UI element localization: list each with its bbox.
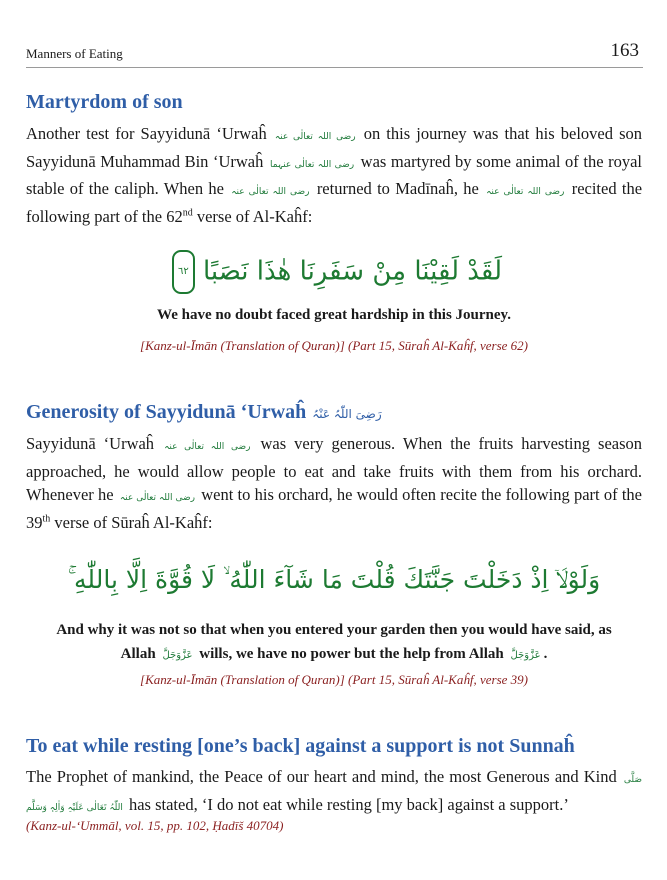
verse-arabic: لَقَدْ لَقِيْنَا مِنْ سَفَرِنَا هٰذَا نَصَبًا bbox=[202, 256, 503, 287]
text-run: Sayyidunā ‘Urwaĥ bbox=[26, 434, 155, 453]
page-number: 163 bbox=[610, 40, 639, 61]
section-support bbox=[26, 734, 642, 758]
quran-verse bbox=[26, 560, 642, 600]
text-run: verse of Al-Kaĥf: bbox=[196, 206, 313, 226]
text-run: went to his orchard, he would often recite the following part of the 39 bbox=[26, 485, 643, 532]
text-run: on this journey was that his beloved son Sayyidunā Muhammad Bin ‘Urwaĥ bbox=[26, 124, 643, 171]
section-heading bbox=[26, 400, 642, 426]
page-header bbox=[26, 38, 643, 68]
text-run: wills, we have no power but the help from Allah bbox=[199, 646, 504, 662]
header-rule bbox=[26, 67, 643, 68]
text-run: The Prophet of mankind, the Peace of our heart and mind, the most Generous and Kind bbox=[26, 767, 617, 786]
ordinal-suffix: nd bbox=[182, 207, 193, 218]
heading-text: Generosity of Sayyidunā ‘Urwaĥ bbox=[26, 401, 307, 423]
honorific-glyph: رضی اللہ تعالٰی عنہ bbox=[486, 187, 565, 197]
verse-reference: [Kanz-ul-Īmān (Translation of Quran)] (Part 15, Sūraĥ Al-Kaĥf, verse 62) bbox=[140, 338, 528, 353]
verse-arabic: وَلَوْلَاۤ اِذْ دَخَلْتَ جَنَّتَكَ قُلْتَ مَا شَآءَ اللّٰهُ ۙ لَا قُوَّةَ اِلَّا بِاللّٰهِ ۚ bbox=[67, 565, 601, 594]
section-heading: Martyrdom of son bbox=[26, 91, 183, 113]
honorific-glyph: صَلَّی اللّٰہُ تَعَالٰی عَلَیْہِ وَاٰلِہٖ وَسَلَّم bbox=[26, 775, 643, 813]
body-paragraph bbox=[26, 122, 642, 228]
honorific-glyph: رضی اللہ تعالٰی عنہما bbox=[269, 159, 355, 170]
body-paragraph bbox=[26, 765, 642, 820]
honorific-glyph: رضی اللہ تعالٰی عنہ bbox=[274, 132, 356, 142]
translation-line: And why it was not so that when you entered your garden then you would have said, as bbox=[56, 622, 612, 638]
text-run: Allah bbox=[120, 646, 156, 662]
hadith-reference: (Kanz-ul-‘Ummāl, vol. 15, pp. 102, Ḥadīš 40704) bbox=[26, 818, 284, 833]
verse-translation bbox=[26, 618, 642, 668]
text-run: verse of Sūraĥ Al-Kaĥf: bbox=[54, 512, 213, 532]
honorific-glyph: رضی اللہ تعالٰی عنہ bbox=[231, 187, 310, 197]
text-run: recited the following part of the 62 bbox=[26, 179, 643, 226]
section-generosity bbox=[26, 400, 642, 426]
text-run: was martyred by some animal of the royal stable of the caliph. When he bbox=[26, 151, 643, 198]
text-run: was very generous. When the fruits harvesting season approached, he would allow people to eat and take fruits with them from his orchard. Whenever he bbox=[26, 434, 643, 504]
text-run: has stated, ‘I do not eat while resting [my back] against a support.’ bbox=[128, 794, 569, 814]
honorific-glyph: عَزَّوَجَلَّ bbox=[510, 650, 541, 661]
running-title: Manners of Eating bbox=[26, 46, 123, 61]
text-run: . bbox=[543, 646, 548, 662]
body-paragraph bbox=[26, 432, 642, 534]
verse-translation: We have no doubt faced great hardship in this Journey. bbox=[157, 307, 511, 323]
honorific-glyph: رَضِیَ اللّٰہُ عَنْہُ bbox=[312, 407, 382, 421]
ayah-number-mark: ٦٢ bbox=[172, 250, 195, 294]
section-heading: To eat while resting [one’s back] against a support is not Sunnaĥ bbox=[26, 735, 575, 757]
honorific-glyph: رضی اللہ تعالٰی عنہ bbox=[119, 493, 195, 503]
text-run: returned to Madīnaĥ, he bbox=[316, 179, 479, 198]
section-martyrdom bbox=[26, 90, 642, 114]
ordinal-suffix: th bbox=[42, 513, 51, 524]
translation-line bbox=[26, 642, 642, 668]
honorific-glyph: رضی اللہ تعالٰی عنہ bbox=[164, 442, 251, 452]
honorific-glyph: عَزَّوَجَلَّ bbox=[162, 650, 193, 661]
section-generosity-body bbox=[26, 432, 642, 534]
section-martyrdom-body bbox=[26, 122, 642, 228]
text-run: Another test for Sayyidunā ‘Urwaĥ bbox=[26, 124, 267, 143]
verse-reference: [Kanz-ul-Īmān (Translation of Quran)] (Part 15, Sūraĥ Al-Kaĥf, verse 39) bbox=[140, 672, 528, 687]
section-support-body bbox=[26, 765, 642, 820]
quran-verse bbox=[26, 250, 642, 294]
